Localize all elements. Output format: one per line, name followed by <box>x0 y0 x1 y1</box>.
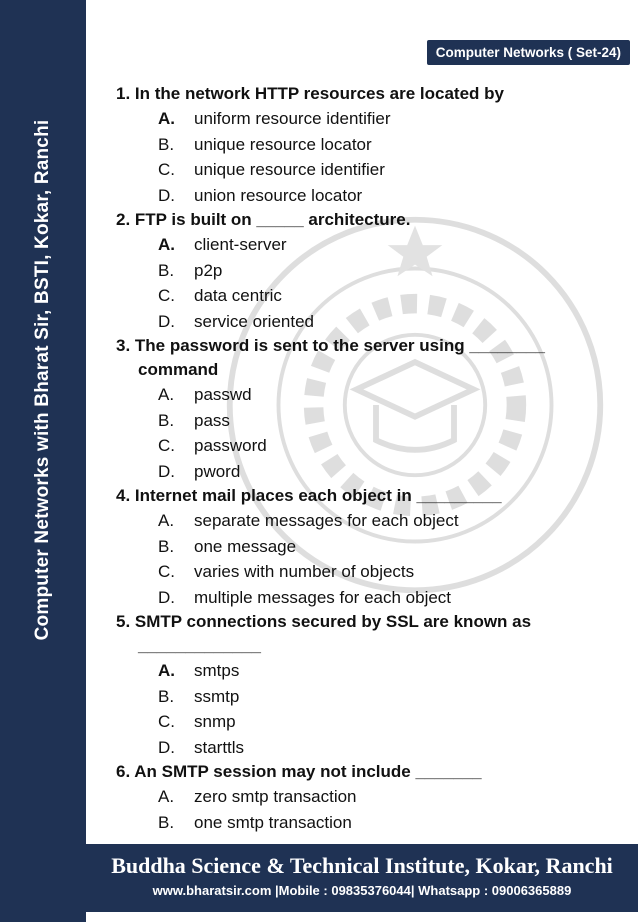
question-1 <box>116 82 626 208</box>
set-title-badge: Computer Networks ( Set-24) <box>427 40 630 65</box>
option-c: C. password <box>158 436 267 455</box>
question-text-continuation: command <box>138 360 219 379</box>
option-a: A. zero smtp transaction <box>158 787 357 806</box>
footer-banner <box>86 844 638 912</box>
option-d: D. pword <box>158 461 241 481</box>
option-b: B. p2p <box>158 260 223 280</box>
question-text-continuation: _____________ <box>138 636 261 655</box>
option-b: B. pass <box>158 410 230 430</box>
option-a: A. client-server <box>158 235 287 254</box>
question-list <box>116 82 626 835</box>
option-d: D. union resource locator <box>158 185 363 205</box>
option-c: C. data centric <box>158 286 282 305</box>
question-text: 1. In the network HTTP resources are located by <box>116 84 504 103</box>
option-a: A. passwd <box>158 385 252 404</box>
question-text: 6. An SMTP session may not include _______ <box>116 762 482 781</box>
question-text: 4. Internet mail places each object in _________ <box>116 486 502 505</box>
option-d: D. multiple messages for each object <box>158 587 452 607</box>
option-d: D. service oriented <box>158 311 315 331</box>
option-c: C. unique resource identifier <box>158 160 385 179</box>
option-d: D. starttls <box>158 737 245 757</box>
option-a: A. smtps <box>158 661 240 680</box>
option-c: C. snmp <box>158 712 236 731</box>
sidebar-banner <box>0 0 86 922</box>
option-b: B. one message <box>158 536 297 556</box>
option-a: A. separate messages for each object <box>158 511 459 530</box>
sidebar-title: Computer Networks with Bharat Sir, BSTI, Kokar, Ranchi <box>32 119 53 641</box>
option-b: B. one smtp transaction <box>158 812 352 832</box>
question-text: 2. FTP is built on _____ architecture. <box>116 210 411 229</box>
question-3 <box>116 334 626 484</box>
question-text: 5. SMTP connections secured by SSL are known as <box>116 612 532 631</box>
question-2 <box>116 208 626 334</box>
option-b: B. unique resource locator <box>158 134 372 154</box>
institute-name: Buddha Science & Technical Institute, Kokar, Ranchi <box>111 853 613 878</box>
question-text: 3. The password is sent to the server using ________ <box>116 336 545 355</box>
contact-info: www.bharatsir.com |Mobile : 09835376044| Whatsapp : 09006365889 <box>152 883 572 898</box>
question-5 <box>116 610 626 760</box>
question-6 <box>116 760 626 835</box>
option-c: C. varies with number of objects <box>158 562 415 581</box>
option-a: A. uniform resource identifier <box>158 109 391 128</box>
option-b: B. ssmtp <box>158 686 240 706</box>
question-4 <box>116 484 626 610</box>
